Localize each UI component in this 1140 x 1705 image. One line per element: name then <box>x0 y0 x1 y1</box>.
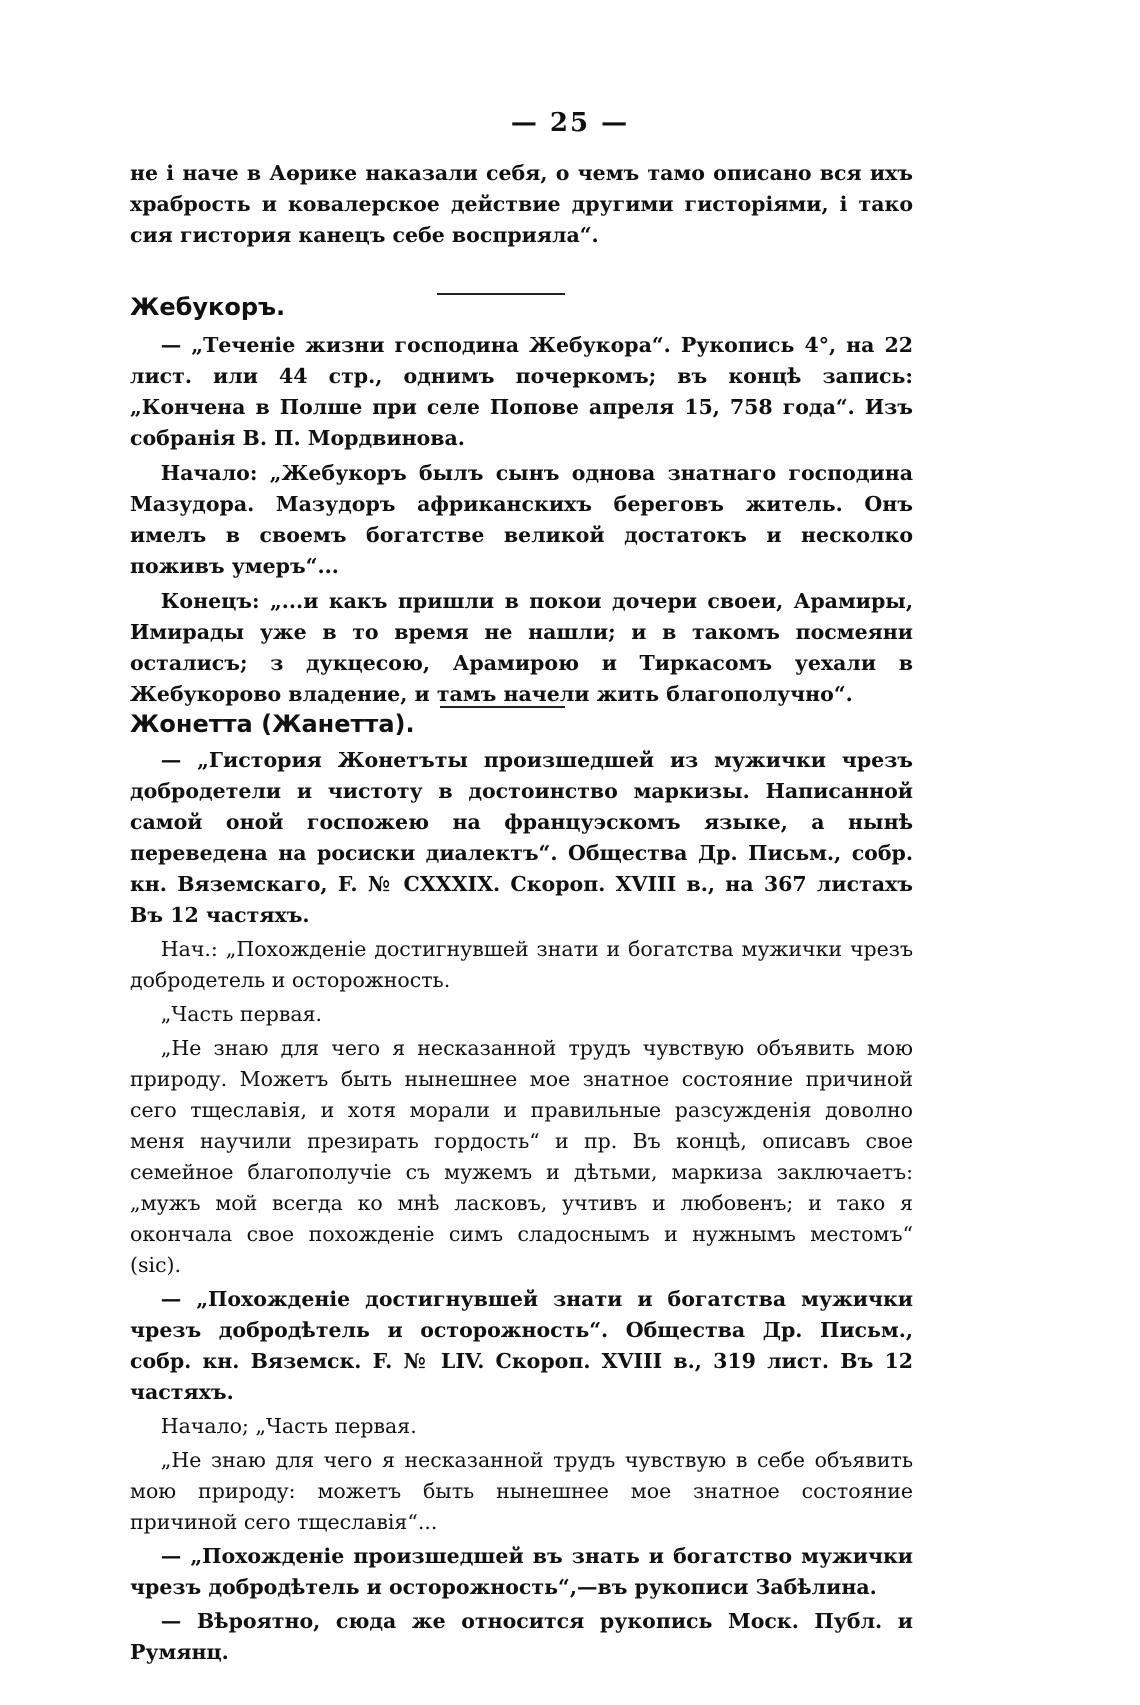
quote-paragraph: „Не знаю для чего я несказанной трудъ чувствую в себе объявить мою природу: можетъ быть нынешнее мое знатное состояние причиной сего тщеславія“... <box>130 1448 913 1534</box>
section-heading-zhonetta: Жонетта (Жанетта). <box>130 710 415 738</box>
intro-paragraph-block <box>130 158 913 251</box>
entry-paragraph: — „Похожденіе произшедшей въ знать и богатство мужички чрезъ добродѣтель и осторожность“,—въ рукописи Забѣлина. <box>130 1544 913 1599</box>
beginning-paragraph: Начало: „Жебукоръ былъ сынъ однова знатнаго господина Мазудора. Мазудоръ африканскихъ береговъ житель. Онъ имелъ в своемъ богатстве великой достатокъ и несколко поживъ умеръ“... <box>130 461 913 578</box>
page-number: — 25 — <box>510 108 630 138</box>
entry-paragraph: — „Гистория Жонетъты произшедшей из мужички чрезъ добродетели и чистоту в достоинство маркизы. Написанной самой оной госпожею на француэскомъ языке, а нынѣ переведена на росиски диалектъ“. Общества Др. Письм., собр. кн. Вяземскаго, F. № CXXXIX. Скороп. XVIII в., на 367 листахъ Въ 12 частяхъ. <box>130 748 913 927</box>
section-divider-2 <box>440 706 565 708</box>
entry-paragraph: — „Похожденіе достигнувшей знати и богатства мужички чрезъ добродѣтель и осторожность“. Общества Др. Письм., собр. кн. Вяземск. F. № LIV. Скороп. XVIII в., 319 лист. Въ 12 частяхъ. <box>130 1287 913 1404</box>
section-body-zhonetta <box>130 745 913 1668</box>
entry-paragraph: — Вѣроятно, сюда же относится рукопись Моск. Публ. и Румянц. <box>130 1609 913 1664</box>
section-heading-zhebukor: Жебукоръ. <box>130 293 286 321</box>
beginning-paragraph: Начало; „Часть первая. <box>160 1414 417 1438</box>
entry-paragraph: — „Теченіе жизни господина Жебукора“. Рукопись 4°, на 22 лист. или 44 стр., однимъ почеркомъ; въ концѣ запись: „Кончена в Полше при селе Попове апреля 15, 758 года“. Изъ собранія В. П. Мордвинова. <box>130 333 913 450</box>
section-body-zhebukor <box>130 330 913 710</box>
quote-paragraph: „Часть первая. <box>160 1002 323 1026</box>
ending-paragraph: Конецъ: „...и какъ пришли в покои дочери своеи, Арамиры, Имирады уже в то время не нашли; и в такомъ посмеяни осталисъ; з дукцесою, Арамирою и Тиркасомъ уехали в Жебукорово владение, и тамъ начели жить благополучно“. <box>130 589 913 706</box>
section-divider-1 <box>437 293 565 295</box>
beginning-paragraph: Нач.: „Похожденіе достигнувшей знати и богатства мужички чрезъ добродетель и осторожность. <box>130 937 913 992</box>
intro-paragraph: не і наче в Аөрике наказали себя, о чемъ тамо описано вся ихъ храбрость и ковалерское действие другими гисторіями, і тако сия гистория канецъ себе восприяла“. <box>130 161 913 247</box>
quote-paragraph: „Не знаю для чего я несказанной трудъ чувствую объявить мою природу. Можетъ быть нынешнее мое знатное состояние причиной сего тщеславія, и хотя морали и правильные разсужденія доволно меня научили презирать гордость“ и пр. Въ концѣ, описавъ свое семейное благополучіе съ мужемъ и дѣтьми, маркиза заключаетъ: „мужъ мой всегда ко мнѣ ласковъ, учтивъ и любовенъ; и тако я окончала свое похожденіе симъ сладоснымъ и нужнымъ местомъ“ (sic). <box>130 1036 913 1277</box>
